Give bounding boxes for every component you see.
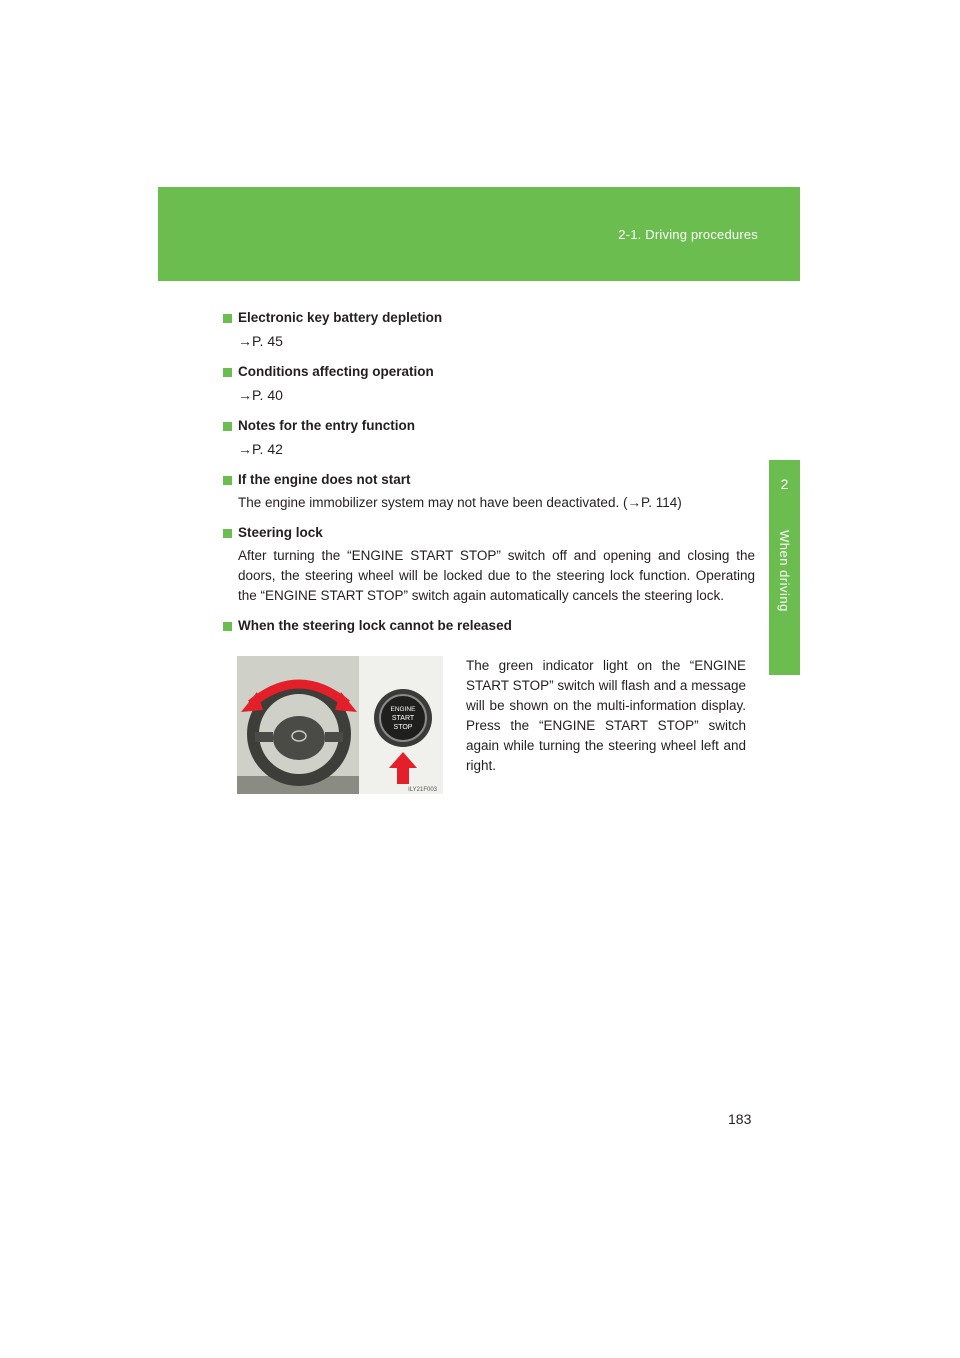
page-reference: →P. 45 <box>238 333 283 349</box>
item-text: The green indicator light on the “ENGINE START STOP” switch will flash and a message will be shown on the multi-information display. Press the “ENGINE START STOP” switch again while turning the steering wheel left and right. <box>466 658 746 773</box>
bullet-icon <box>223 368 232 377</box>
steering-figure <box>237 656 443 794</box>
bullet-icon <box>223 422 232 431</box>
section-title: 2-1. Driving procedures <box>618 227 758 242</box>
bullet-icon <box>223 622 232 631</box>
page-number: 183 <box>728 1111 752 1127</box>
item-heading: Notes for the entry function <box>238 418 416 433</box>
bullet-icon <box>223 314 232 323</box>
bullet-icon <box>223 476 232 485</box>
chapter-label: When driving <box>777 530 792 612</box>
item-heading: Electronic key battery depletion <box>238 310 443 325</box>
figure-code: ILY21F003 <box>408 787 437 793</box>
list-item <box>223 523 755 606</box>
item-text: The engine immobilizer system may not have been deactivated. (→P. 114) <box>238 495 682 510</box>
item-heading: Steering lock <box>238 525 323 540</box>
page-reference: →P. 42 <box>238 441 283 457</box>
list-item <box>223 416 755 460</box>
item-heading: If the engine does not start <box>238 472 411 487</box>
chapter-tab <box>769 460 800 675</box>
section-header <box>158 187 800 281</box>
button-label-3: STOP <box>393 724 413 731</box>
page-content <box>223 308 755 812</box>
steering-wheel-illustration <box>237 656 443 794</box>
page-reference: →P. 40 <box>238 387 283 403</box>
list-item <box>223 362 755 406</box>
chapter-number: 2 <box>780 476 789 492</box>
list-item <box>223 308 755 352</box>
button-label-2: START <box>391 715 415 722</box>
item-heading: Conditions affecting operation <box>238 364 434 379</box>
button-label-1: ENGINE <box>390 706 416 713</box>
item-text: After turning the “ENGINE START STOP” switch off and opening and closing the doors, the steering wheel will be locked due to the steering lock function. Operating the “ENGINE START STOP” switch again automatically cancels the steering lock. <box>238 548 755 603</box>
bullet-icon <box>223 529 232 538</box>
list-item <box>223 616 755 802</box>
item-heading: When the steering lock cannot be released <box>238 618 512 633</box>
list-item <box>223 470 755 513</box>
